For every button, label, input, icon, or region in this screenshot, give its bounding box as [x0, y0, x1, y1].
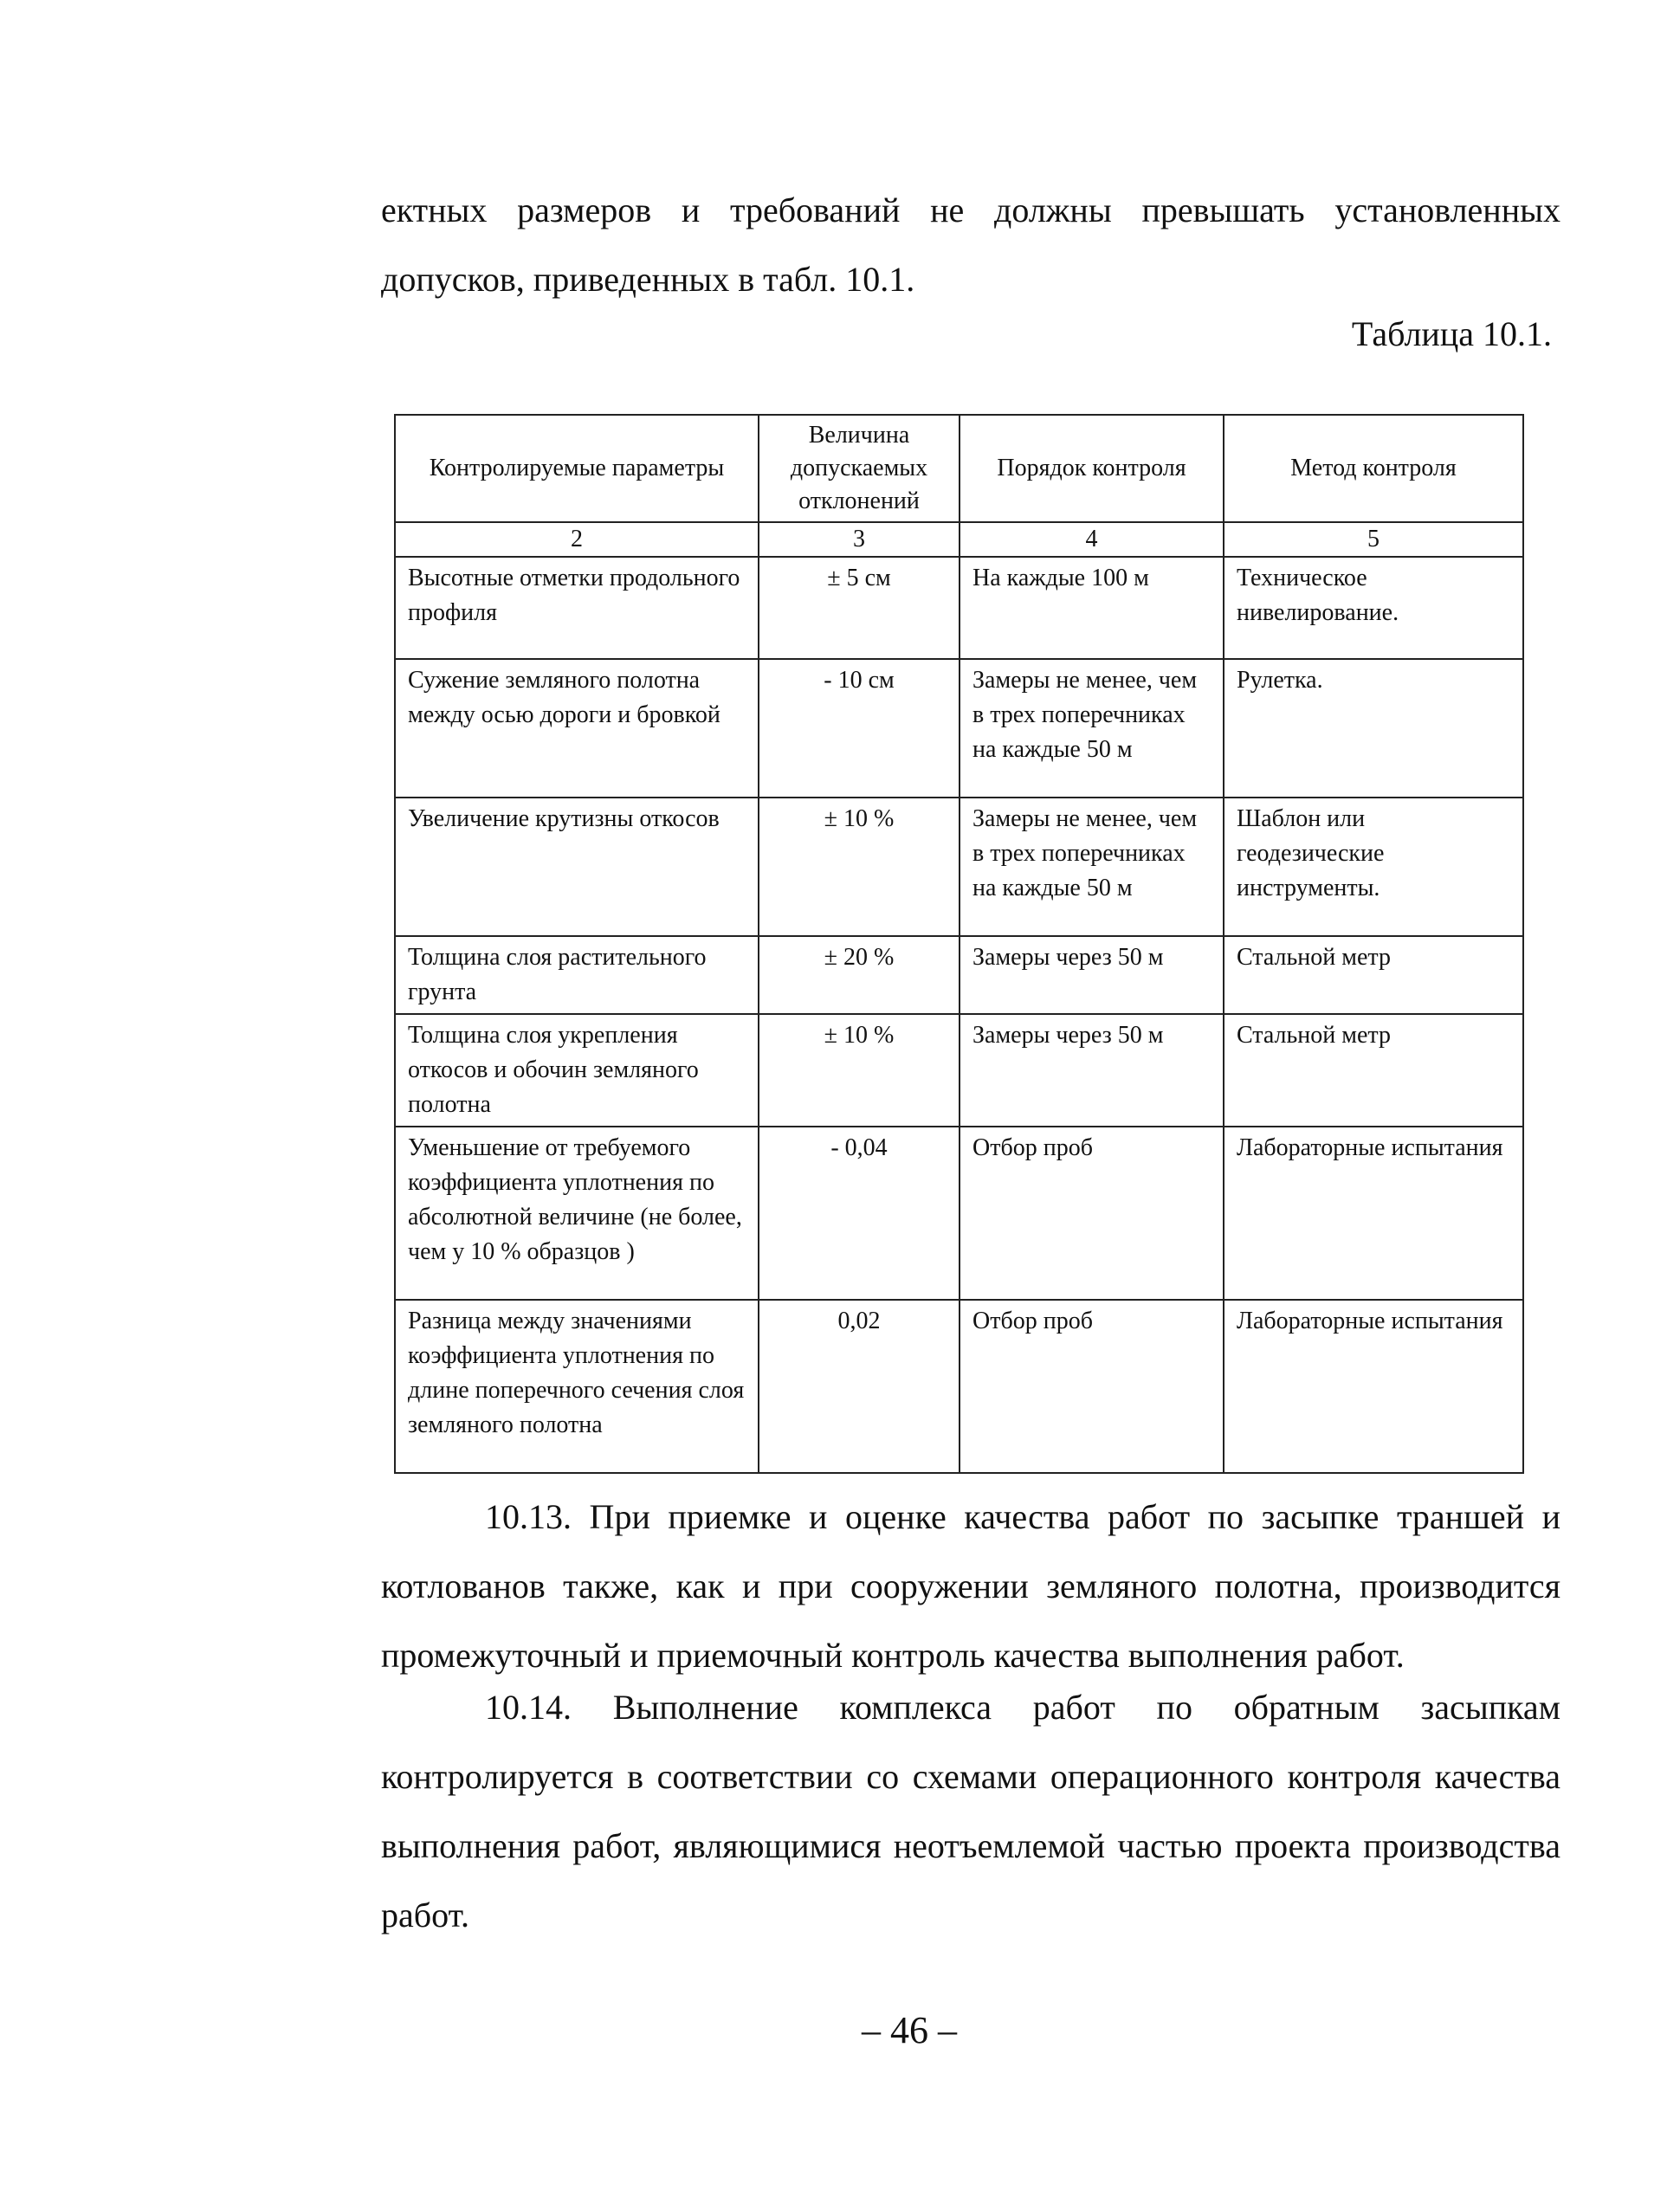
cell-control-order: Отбор проб [960, 1127, 1224, 1300]
table-row [395, 659, 1523, 798]
cell-tolerance: ± 10 % [759, 1014, 960, 1127]
cell-control-method: Лабораторные испытания [1224, 1300, 1523, 1473]
intro-paragraph: ектных размеров и требований не должны превышать установленных допусков, приведенных в табл. 10.1. [381, 191, 1560, 299]
cell-control-order: Замеры через 50 м [960, 1014, 1224, 1127]
cell-parameter: Уменьшение от требуемого коэффициента уплотнения по абсолютной величине (не более, чем у 10 % образцов ) [395, 1127, 759, 1300]
tolerance-table [394, 414, 1524, 1474]
column-number: 3 [759, 522, 960, 557]
cell-tolerance: - 10 см [759, 659, 960, 798]
table-row [395, 1300, 1523, 1473]
cell-control-method: Стальной метр [1224, 936, 1523, 1014]
paragraph-10-13: 10.13. При приемке и оценке качества работ по засыпке траншей и котлованов также, как и при сооружении земляного полотна, производится промежуточный и приемочный контроль качества выполнения работ. [381, 1497, 1560, 1675]
cell-control-method: Лабораторные испытания [1224, 1127, 1523, 1300]
table-row [395, 1014, 1523, 1127]
cell-control-order: На каждые 100 м [960, 557, 1224, 659]
cell-tolerance: 0,02 [759, 1300, 960, 1473]
header-control-method: Метод контроля [1224, 415, 1523, 522]
cell-control-order: Отбор проб [960, 1300, 1224, 1473]
table-row [395, 798, 1523, 936]
table-row [395, 1127, 1523, 1300]
cell-tolerance: ± 20 % [759, 936, 960, 1014]
table-row [395, 557, 1523, 659]
table-row [395, 936, 1523, 1014]
tolerance-table-wrapper [394, 414, 1522, 1474]
cell-control-order: Замеры не менее, чем в трех поперечниках на каждые 50 м [960, 798, 1224, 936]
cell-tolerance: ± 5 см [759, 557, 960, 659]
cell-control-method: Техническое нивелирование. [1224, 557, 1523, 659]
cell-control-method: Рулетка. [1224, 659, 1523, 798]
cell-tolerance: - 0,04 [759, 1127, 960, 1300]
cell-parameter: Разница между значениями коэффициента уплотнения по длине поперечного сечения слоя земляного полотна [395, 1300, 759, 1473]
cell-control-order: Замеры не менее, чем в трех поперечниках на каждые 50 м [960, 659, 1224, 798]
cell-control-order: Замеры через 50 м [960, 936, 1224, 1014]
column-number: 4 [960, 522, 1224, 557]
column-number-row [395, 522, 1523, 557]
header-control-order: Порядок контроля [960, 415, 1224, 522]
cell-parameter: Сужение земляного полотна между осью дороги и бровкой [395, 659, 759, 798]
cell-parameter: Толщина слоя укрепления откосов и обочин земляного полотна [395, 1014, 759, 1127]
cell-parameter: Толщина слоя растительного грунта [395, 936, 759, 1014]
header-parameters: Контролируемые параметры [395, 415, 759, 522]
header-tolerance: Величина допускаемых отклонений [759, 415, 960, 522]
table-header-row [395, 415, 1523, 522]
cell-parameter: Высотные отметки продольного профиля [395, 557, 759, 659]
cell-tolerance: ± 10 % [759, 798, 960, 936]
cell-parameter: Увеличение крутизны откосов [395, 798, 759, 936]
table-caption: Таблица 10.1. [1351, 314, 1552, 353]
column-number: 5 [1224, 522, 1523, 557]
page-number: – 46 – [862, 2009, 957, 2051]
column-number: 2 [395, 522, 759, 557]
cell-control-method: Стальной метр [1224, 1014, 1523, 1127]
paragraph-10-14: 10.14. Выполнение комплекса работ по обратным засыпкам контролируется в соответствии со схемами операционного контроля качества выполнения работ, являющимися неотъемлемой частью проекта производства работ. [381, 1688, 1560, 1934]
cell-control-method: Шаблон или геодезические инструменты. [1224, 798, 1523, 936]
